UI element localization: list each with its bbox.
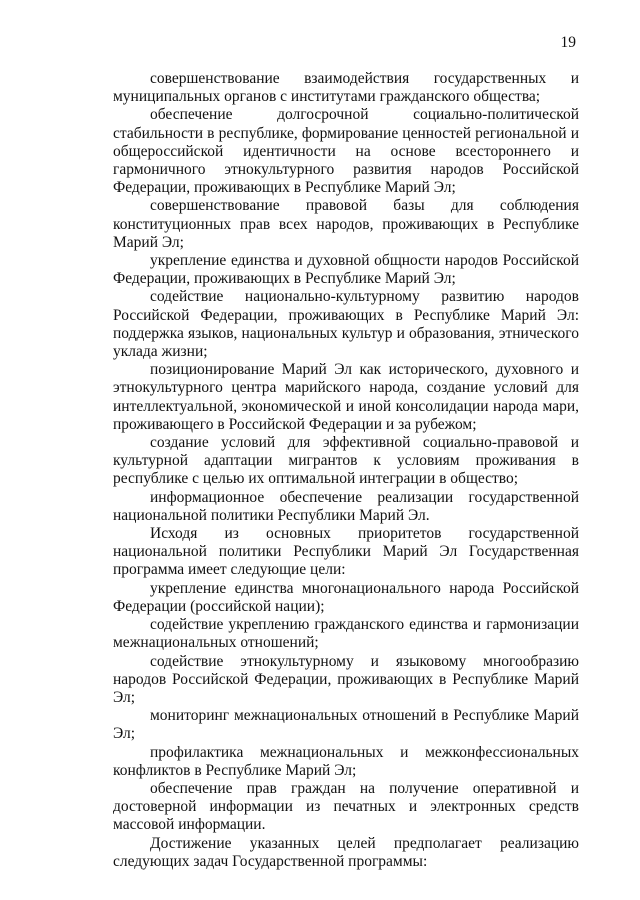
paragraph: создание условий для эффективной социально-правовой и культурной адаптации мигрантов к условиям проживания в республике с целью их оптимальной интеграции в общество; — [113, 434, 579, 488]
paragraph: профилактика межнациональных и межконфессиональных конфликтов в Республике Марий Эл; — [113, 743, 579, 779]
paragraph: содействие этнокультурному и языковому многообразию народов Российской Федерации, проживающих в Республике Марий Эл; — [113, 652, 579, 706]
paragraph: обеспечение прав граждан на получение оперативной и достоверной информации из печатных и электронных средств массовой информации. — [113, 779, 579, 834]
document-body — [113, 70, 579, 871]
paragraph: укрепление единства многонационального народа Российской Федерации (российской нации); — [113, 579, 579, 615]
paragraph: позиционирование Марий Эл как исторического, духовного и этнокультурного центра марийского народа, создание условий для интеллектуальной, экономической и иной консолидации народа мари, проживающего в Российской Федерации и за рубежом; — [113, 361, 579, 433]
paragraph: содействие национально-культурному развитию народов Российской Федерации, проживающих в Республике Марий Эл: поддержка языков, национальных культур и образования, этнического уклада жизни; — [113, 288, 579, 361]
paragraph: информационное обеспечение реализации государственной национальной политики Республики Марий Эл. — [113, 488, 579, 524]
page-number: 19 — [560, 34, 576, 51]
paragraph: мониторинг межнациональных отношений в Республике Марий Эл; — [113, 707, 579, 743]
paragraph: Достижение указанных целей предполагает реализацию следующих задач Государственной программы: — [113, 834, 579, 870]
paragraph: содействие укреплению гражданского единства и гармонизации межнациональных отношений; — [113, 616, 579, 652]
paragraph: обеспечение долгосрочной социально-политической стабильности в республике, формирование ценностей региональной и общероссийской идентичности на основе всестороннего и гармоничного этнокультурного развития народов Российской Федерации, проживающих в Республике Марий Эл; — [113, 106, 579, 197]
paragraph: совершенствование взаимодействия государственных и муниципальных органов с институтами гражданского общества; — [113, 70, 579, 106]
paragraph: совершенствование правовой базы для соблюдения конституционных прав всех народов, проживающих в Республике Марий Эл; — [113, 197, 579, 251]
paragraph: Исходя из основных приоритетов государственной национальной политики Республики Марий Эл Государственная программа имеет следующие цели: — [113, 525, 579, 579]
paragraph: укрепление единства и духовной общности народов Российской Федерации, проживающих в Республике Марий Эл; — [113, 252, 579, 288]
